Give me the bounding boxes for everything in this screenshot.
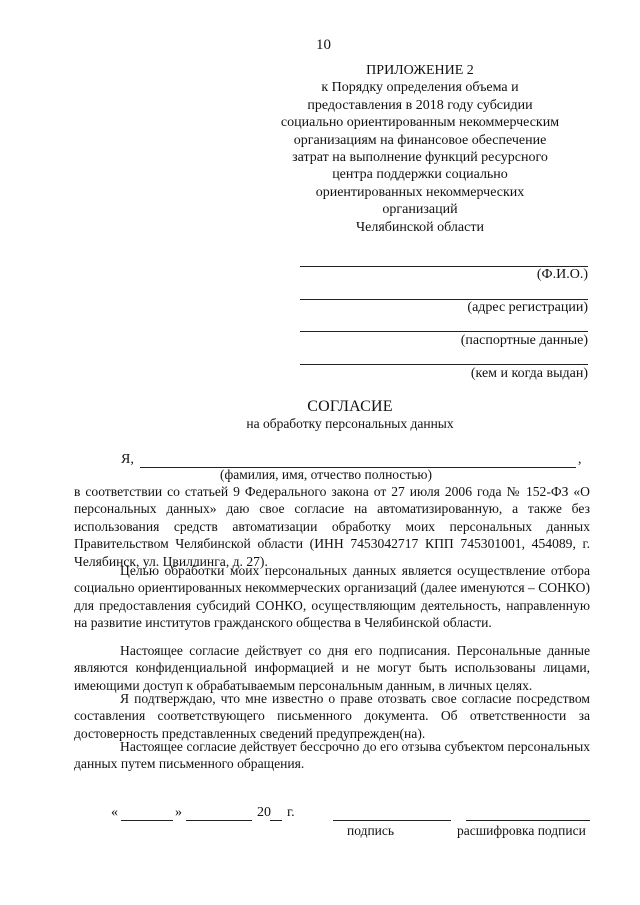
signature-decode-label: расшифровка подписи [457,823,586,838]
paragraph-text: Я подтверждаю, что мне известно о праве отозвать свое согласие посредством составления соответствующего письменного документа. Об ответственности за достоверность представленных сведений предупрежден(на). [74,691,590,741]
ya-comma: , [578,452,582,467]
appendix-line: Челябинской области [356,219,484,235]
address-field-label: (адрес регистрации) [467,300,588,315]
appendix-line: ориентированных некоммерческих [315,184,525,200]
appendix-line: организаций [382,202,458,218]
passport-field-line[interactable] [300,331,588,332]
appendix-title: ПРИЛОЖЕНИЕ 2 [366,63,474,78]
paragraph-text: в соответствии со статьей 9 Федерального закона от 27 июля 2006 года № 152-ФЗ «О персональных данных» даю свое согласие на автоматизированную, а также без использования средств автоматизации обработку моих персональных данных Правительством Челябинской области (ИНН 7453042717 КПП 745301001, 454089, г. Челябинск, ул. Цвиллинга, д. 27). [74,484,590,569]
appendix-line: к Порядку определения объема и [321,80,519,96]
date-year-field[interactable] [270,820,282,821]
paragraph-text: Настоящее согласие действует бессрочно до его отзыва субъектом персональных данных путем письменного обращения. [74,739,590,772]
appendix-line: затрат на выполнение функций ресурсного [292,150,548,166]
passport-field-label: (паспортные данные) [460,333,588,348]
date-day-field[interactable] [121,820,173,821]
signature-label: подпись [347,823,395,838]
paragraph-purpose [74,562,590,632]
paragraph-text: Настоящее согласие действует со дня его подписания. Персональные данные являются конфиденциальной информацией и не могут быть использованы лицами, имеющими доступ к обрабатываемым персональным данным, в личных целях. [74,643,590,693]
appendix-header [280,62,560,236]
appendix-line: социально ориентированным некоммерческим [280,115,560,131]
full-name-caption: (фамилия, имя, отчество полностью) [220,467,433,482]
date-year-prefix: 20 [257,805,271,820]
paragraph-revocation [74,690,590,742]
ya-label: Я, [121,452,134,467]
paragraph-validity [74,642,590,694]
appendix-line: организациям на финансовое обеспечение [293,132,547,148]
date-close-quote: » [175,805,182,820]
appendix-line: центра поддержки социально [332,167,508,183]
signature-field-line[interactable] [333,820,451,821]
date-month-field[interactable] [186,820,252,821]
paragraph-consent-basis [74,483,590,570]
date-open-quote: « [111,805,118,820]
page-number: 10 [316,37,331,53]
date-year-suffix: г. [287,805,295,820]
document-subtitle: на обработку персональных данных [246,416,454,431]
issued-field-label: (кем и когда выдан) [470,366,588,381]
paragraph-text: Целью обработки моих персональных данных является осуществление отбора социально ориентированных некоммерческих организаций (далее именуются – СОНКО) для предоставления субсидий СОНКО, осуществляющим деятельность, направленную на развитие институтов гражданского общества в Челябинской области. [74,563,590,631]
issued-field-line[interactable] [300,364,588,365]
fio-field-label: (Ф.И.О.) [536,267,588,282]
paragraph-term [74,738,590,773]
appendix-line: предоставления в 2018 году субсидии [307,97,533,113]
document-title: СОГЛАСИЕ [307,398,393,415]
signature-decode-field-line[interactable] [466,820,590,821]
